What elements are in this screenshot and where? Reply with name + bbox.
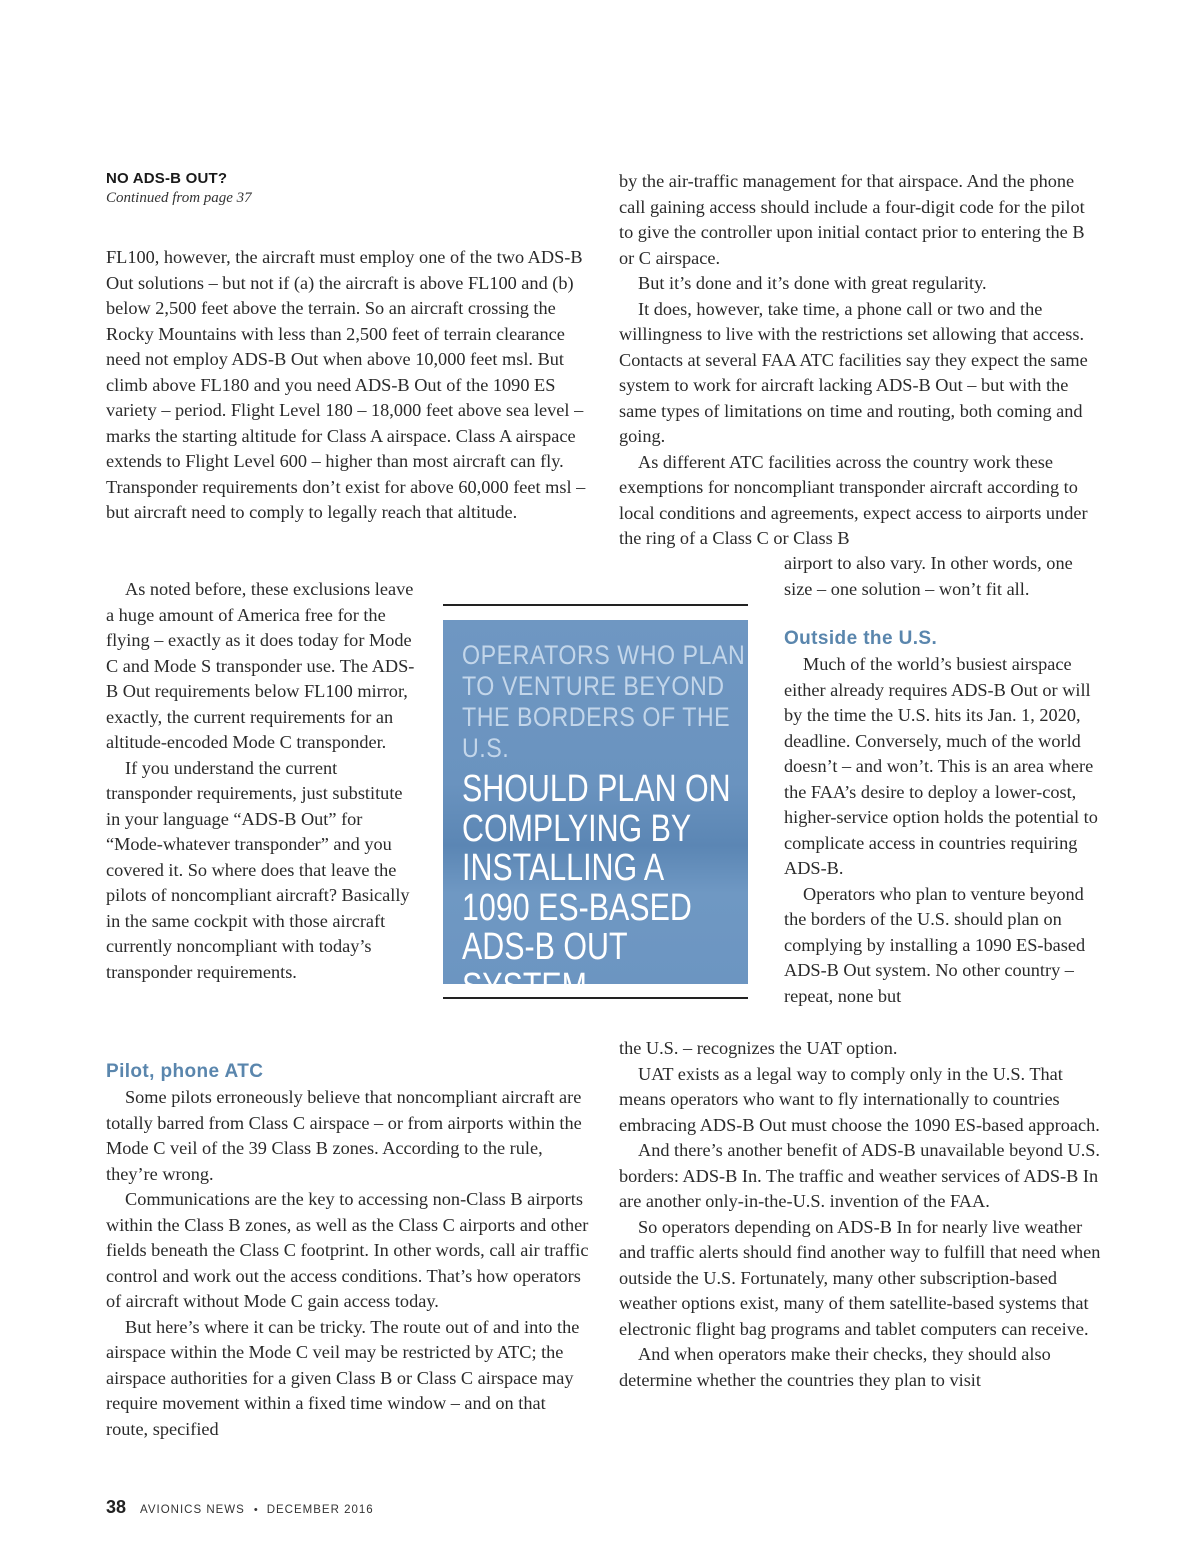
paragraph: Some pilots erroneously believe that noncompliant aircraft are totally barred from Class C airspace – or from airports within the Mode C veil of the 39 Class B zones. According to the rule, they’re wrong. <box>106 1087 582 1184</box>
page-number: 38 <box>106 1497 127 1517</box>
paragraph: But it’s done and it’s done with great regularity. <box>638 273 987 293</box>
pull-quote-top-rule <box>443 604 748 606</box>
subhead-pilot-phone-atc: Pilot, phone ATC <box>106 1061 264 1082</box>
pull-quote-emphasis: SHOULD PLAN ON COMPLYING BY INSTALLING A 1090 ES-BASED ADS-B OUT SYSTEM. <box>462 768 731 1008</box>
pull-quote-text <box>462 640 746 1008</box>
left-column-top <box>106 245 590 526</box>
paragraph: And there’s another benefit of ADS-B unavailable beyond U.S. borders: ADS-B In. The traffic and weather services of ADS-B In are another only-in-the-U.S. invention of the FAA. <box>619 1140 1101 1211</box>
paragraph: As different ATC facilities across the country work these exemptions for noncompliant transponder aircraft according to local conditions and agreements, expect access to airports under the ring of a Class C or Class B <box>619 451 1088 548</box>
continued-from-note: Continued from page 37 <box>106 190 252 206</box>
page-footer <box>106 1497 374 1518</box>
paragraph: FL100, however, the aircraft must employ one of the two ADS-B Out solutions – but not if (a) the aircraft is above FL100 and (b) below 2,500 feet above the terrain. So an aircraft crossing the Rocky Mountains with less than 2,500 feet of terrain clearance need not employ ADS-B Out when above 10,000 feet msl. But climb above FL180 and you need ADS-B Out of the 1090 ES variety – period. Flight Level 180 – 18,000 feet above sea level – marks the starting altitude for Class A airspace. Class A airspace extends to Flight Level 600 – higher than most aircraft can fly. Transponder requirements don’t exist for above 60,000 feet msl – but aircraft need to comply to legally reach that altitude. <box>106 247 586 522</box>
paragraph: airport to also vary. In other words, one size – one solution – won’t fit all. <box>784 553 1073 599</box>
separator-dot: • <box>253 1504 258 1516</box>
paragraph: UAT exists as a legal way to comply only in the U.S. That means operators who want to fly internationally to countries embracing ADS-B Out must choose the 1090 ES-based approach. <box>619 1063 1100 1135</box>
paragraph: If you understand the current transponder requirements, just substitute in your language “ADS-B Out” for “Mode-whatever transponder” and you covered it. So where does that leave the pilots of noncompliant aircraft? Basically in the same cockpit with those aircraft currently noncompliant with today’s transponder requirements. <box>106 757 410 982</box>
paragraph: And when operators make their checks, they should also determine whether the countries they plan to visit <box>619 1344 1051 1390</box>
publication-name: AVIONICS NEWS <box>140 1504 245 1516</box>
pull-quote-lead: OPERATORS WHO PLAN TO VENTURE BEYOND THE BORDERS OF THE U.S. <box>462 640 746 763</box>
section-kicker: NO ADS-B OUT? <box>106 170 228 187</box>
left-column-mid <box>106 577 416 985</box>
paragraph: Operators who plan to venture beyond the borders of the U.S. should plan on complying by installing a 1090 ES-based ADS-B Out system. No other country – repeat, none but <box>784 883 1086 1006</box>
paragraph: by the air-traffic management for that airspace. And the phone call gaining access should include a four-digit code for the pilot to give the controller upon initial contact prior to entering the B or C airspace. <box>619 171 1085 268</box>
right-column-mid <box>784 551 1103 1009</box>
subhead-outside-the-us: Outside the U.S. <box>784 628 938 649</box>
paragraph: So operators depending on ADS-B In for nearly live weather and traffic alerts should find another way to fulfill that need when outside the U.S. Fortunately, many other subscription-based weather options exist, many of them satellite-based systems that electronic flight bag programs and tablet computers can receive. <box>619 1216 1101 1339</box>
paragraph: It does, however, take time, a phone call or two and the willingness to live with the restrictions set allowing that access. Contacts at several FAA ATC facilities say they expect the same system to work for aircraft lacking ADS-B Out – but with the same types of limitations on time and routing, both coming and going. <box>619 298 1088 446</box>
pull-quote-box <box>443 620 748 1008</box>
right-column-top <box>619 169 1103 552</box>
paragraph: Communications are the key to accessing non-Class B airports within the Class B zones, as well as the Class C airports and other fields beneath the Class C footprint. In other words, call air traffic control and work out the access conditions. That’s how operators of aircraft without Mode C gain access today. <box>106 1189 589 1311</box>
paragraph: As noted before, these exclusions leave a huge amount of America free for the flying – exactly as it does today for Mode C and Mode S transponder use. The ADS-B Out requirements below FL100 mirror, exactly, the current requirements for an altitude-encoded Mode C transponder. <box>106 579 415 752</box>
paragraph: the U.S. – recognizes the UAT option. <box>619 1038 898 1058</box>
left-column-bottom <box>106 1060 590 1442</box>
paragraph: But here’s where it can be tricky. The route out of and into the airspace within the Mode C veil may be restricted by ATC; the airspace authorities for a given Class B or Class C airspace may require movement within a fixed time window – and on that route, specified <box>106 1316 580 1439</box>
paragraph: Much of the world’s busiest airspace either already requires ADS-B Out or will by the time the U.S. hits its Jan. 1, 2020, deadline. Conversely, much of the world doesn’t – and won’t. This is an area where the FAA’s desire to deploy a lower-cost, higher-service option holds the potential to complicate access in countries requiring ADS-B. <box>784 654 1098 878</box>
right-column-bottom <box>619 1036 1103 1393</box>
pull-quote-bottom-rule <box>443 997 748 999</box>
issue-date: DECEMBER 2016 <box>266 1504 374 1516</box>
